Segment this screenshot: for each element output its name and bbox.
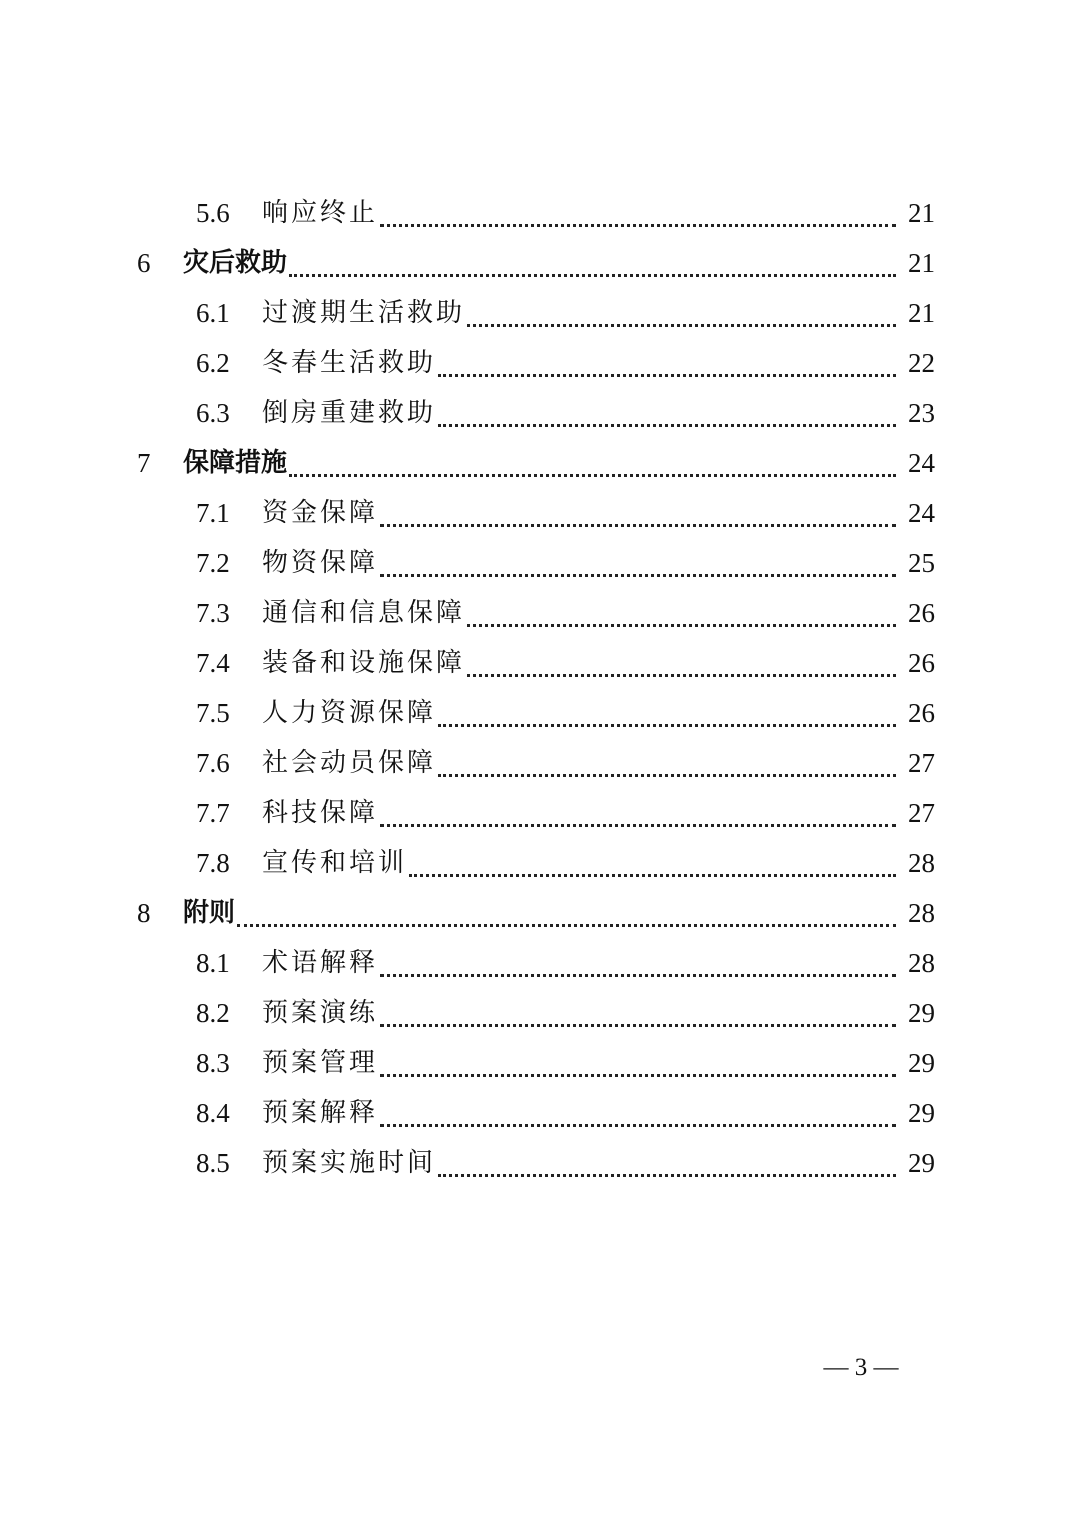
toc-entry-number: 8.2 [196, 998, 230, 1028]
toc-entry-page: 28 [908, 898, 935, 928]
toc-dot-leader [467, 324, 896, 327]
toc-dot-leader [438, 424, 896, 427]
toc-entry-title: 人力资源保障 [262, 698, 437, 728]
toc-entry-title: 预案管理 [262, 1048, 379, 1078]
toc-dot-leader [380, 824, 896, 827]
toc-entry-page: 29 [908, 1148, 935, 1178]
toc-section-row[interactable] [0, 938, 1074, 988]
toc-entry-title: 保障措施 [183, 448, 288, 478]
toc-entry-page: 25 [908, 548, 935, 578]
toc-section-row[interactable] [0, 1138, 1074, 1188]
toc-entry-title: 科技保障 [262, 798, 379, 828]
toc-entry-page: 29 [908, 1098, 935, 1128]
toc-entry-title: 社会动员保障 [262, 748, 437, 778]
toc-entry-title: 宣传和培训 [262, 848, 408, 878]
toc-dot-leader [467, 674, 896, 677]
toc-dot-leader [380, 1024, 896, 1027]
toc-dot-leader [380, 974, 896, 977]
toc-entry-number: 6.1 [196, 298, 230, 328]
toc-dot-leader [237, 924, 896, 927]
toc-entry-page: 26 [908, 698, 935, 728]
toc-entry-number: 8.5 [196, 1148, 230, 1178]
toc-entry-page: 21 [908, 198, 935, 228]
toc-dot-leader [438, 1174, 896, 1177]
toc-chapter-row[interactable] [0, 438, 1074, 488]
toc-entry-title: 术语解释 [262, 948, 379, 978]
toc-entry-number: 7.8 [196, 848, 230, 878]
toc-entry-number: 7.4 [196, 648, 230, 678]
toc-dot-leader [380, 1124, 896, 1127]
toc-dot-leader [289, 474, 896, 477]
toc-dot-leader [289, 274, 896, 277]
toc-dot-leader [380, 524, 896, 527]
toc-entry-number: 6.3 [196, 398, 230, 428]
toc-entry-number: 6 [137, 248, 151, 278]
toc-entry-page: 24 [908, 498, 935, 528]
toc-dot-leader [380, 1074, 896, 1077]
toc-entry-number: 7 [137, 448, 151, 478]
toc-dot-leader [409, 874, 896, 877]
toc-dot-leader [380, 574, 896, 577]
toc-entry-title: 响应终止 [262, 198, 379, 228]
toc-dot-leader [438, 724, 896, 727]
toc-chapter-row[interactable] [0, 238, 1074, 288]
toc-entry-title: 物资保障 [262, 548, 379, 578]
toc-section-row[interactable] [0, 838, 1074, 888]
toc-section-row[interactable] [0, 688, 1074, 738]
toc-entry-title: 倒房重建救助 [262, 398, 437, 428]
toc-entry-title: 装备和设施保障 [262, 648, 466, 678]
toc-entry-number: 7.6 [196, 748, 230, 778]
toc-dot-leader [438, 774, 896, 777]
toc-section-row[interactable] [0, 338, 1074, 388]
toc-entry-number: 8 [137, 898, 151, 928]
toc-entry-page: 28 [908, 848, 935, 878]
toc-entry-page: 21 [908, 298, 935, 328]
toc-section-row[interactable] [0, 538, 1074, 588]
toc-entry-number: 6.2 [196, 348, 230, 378]
toc-entry-title: 过渡期生活救助 [262, 298, 466, 328]
toc-section-row[interactable] [0, 738, 1074, 788]
toc-dot-leader [380, 224, 896, 227]
toc-section-row[interactable] [0, 388, 1074, 438]
toc-section-row[interactable] [0, 288, 1074, 338]
toc-entry-page: 29 [908, 1048, 935, 1078]
toc-entry-page: 26 [908, 598, 935, 628]
toc-entry-page: 24 [908, 448, 935, 478]
toc-entry-page: 28 [908, 948, 935, 978]
toc-entry-title: 预案演练 [262, 998, 379, 1028]
toc-entry-number: 7.5 [196, 698, 230, 728]
toc-entry-page: 27 [908, 798, 935, 828]
toc-entry-number: 7.2 [196, 548, 230, 578]
toc-entry-number: 5.6 [196, 198, 230, 228]
toc-entry-title: 冬春生活救助 [262, 348, 437, 378]
toc-entry-page: 21 [908, 248, 935, 278]
toc-entry-title: 资金保障 [262, 498, 379, 528]
toc-section-row[interactable] [0, 788, 1074, 838]
toc-entry-number: 7.1 [196, 498, 230, 528]
toc-entry-page: 22 [908, 348, 935, 378]
toc-section-row[interactable] [0, 188, 1074, 238]
toc-chapter-row[interactable] [0, 888, 1074, 938]
table-of-contents [0, 188, 1074, 1188]
page-number: — 3 — [823, 1354, 899, 1381]
toc-dot-leader [467, 624, 896, 627]
toc-entry-title: 附则 [183, 898, 236, 928]
toc-entry-page: 29 [908, 998, 935, 1028]
toc-entry-page: 26 [908, 648, 935, 678]
toc-section-row[interactable] [0, 488, 1074, 538]
toc-dot-leader [438, 374, 896, 377]
toc-entry-page: 23 [908, 398, 935, 428]
toc-entry-title: 灾后救助 [183, 248, 288, 278]
toc-entry-title: 预案解释 [262, 1098, 379, 1128]
toc-section-row[interactable] [0, 988, 1074, 1038]
toc-entry-number: 8.4 [196, 1098, 230, 1128]
toc-entry-number: 8.3 [196, 1048, 230, 1078]
toc-entry-title: 预案实施时间 [262, 1148, 437, 1178]
toc-section-row[interactable] [0, 588, 1074, 638]
toc-section-row[interactable] [0, 638, 1074, 688]
toc-entry-title: 通信和信息保障 [262, 598, 466, 628]
toc-entry-number: 7.3 [196, 598, 230, 628]
toc-entry-number: 8.1 [196, 948, 230, 978]
toc-section-row[interactable] [0, 1088, 1074, 1138]
toc-entry-page: 27 [908, 748, 935, 778]
toc-entry-number: 7.7 [196, 798, 230, 828]
toc-section-row[interactable] [0, 1038, 1074, 1088]
